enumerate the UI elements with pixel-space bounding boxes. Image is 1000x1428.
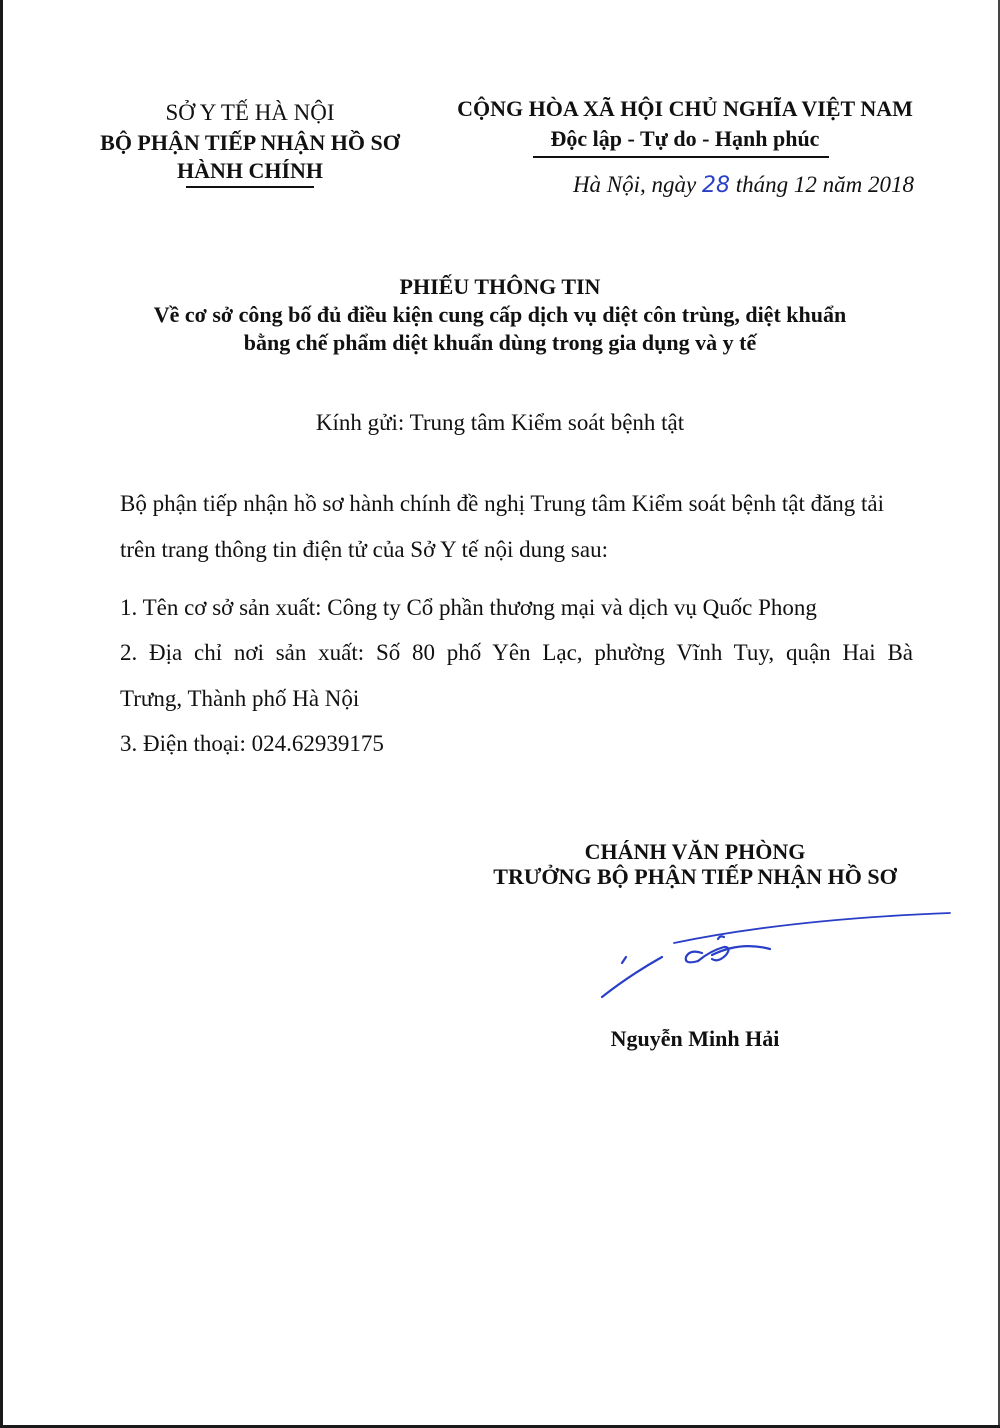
- body-paragraph-line2: trên trang thông tin điện tử của Sở Y tế nội dung sau:: [120, 537, 608, 562]
- issuer-department: SỞ Y TẾ HÀ NỘI: [165, 100, 335, 125]
- issuer-unit-continued: HÀNH CHÍNH: [176, 158, 324, 183]
- document-subject-line1: Về cơ sở công bố đủ điều kiện cung cấp dịch vụ diệt côn trùng, diệt khuẩn: [153, 302, 847, 327]
- handwritten-signature: [590, 905, 960, 1005]
- signer-role: TRƯỞNG BỘ PHẬN TIẾP NHẬN HỒ SƠ: [493, 864, 897, 889]
- date-day-handwritten: 28: [702, 173, 730, 198]
- item-address-line1: 2. Địa chỉ nơi sản xuất: Số 80 phố Yên Lạc, phường Vĩnh Tuy, quận Hai Bà: [120, 640, 913, 665]
- national-motto: Độc lập - Tự do - Hạnh phúc: [550, 126, 820, 151]
- scan-edge-left: [0, 0, 3, 1428]
- national-title: CỘNG HÒA XÃ HỘI CHỦ NGHĨA VIỆT NAM: [457, 96, 913, 121]
- item-facility-name: 1. Tên cơ sở sản xuất: Công ty Cổ phần thương mại và dịch vụ Quốc Phong: [120, 595, 817, 620]
- body-paragraph-line1: Bộ phận tiếp nhận hồ sơ hành chính đề nghị Trung tâm Kiểm soát bệnh tật đăng tải: [120, 491, 885, 516]
- item-phone: 3. Điện thoại: 024.62939175: [120, 731, 384, 756]
- document-title: PHIẾU THÔNG TIN: [399, 274, 601, 299]
- item-address-line2: Trưng, Thành phố Hà Nội: [120, 686, 360, 711]
- issuer-unit: BỘ PHẬN TIẾP NHẬN HỒ SƠ: [100, 130, 400, 155]
- document-subject-line2: bằng chế phẩm diệt khuẩn dùng trong gia dụng và y tế: [243, 330, 757, 355]
- document-date: [573, 172, 914, 198]
- motto-underline: [533, 156, 829, 158]
- date-prefix: Hà Nội, ngày: [572, 172, 702, 197]
- date-suffix: tháng 12 năm 2018: [730, 172, 914, 197]
- signer-name: Nguyễn Minh Hải: [610, 1026, 780, 1051]
- issuer-underline: [186, 186, 314, 188]
- salutation: Kính gửi: Trung tâm Kiểm soát bệnh tật: [315, 410, 685, 435]
- signer-position: CHÁNH VĂN PHÒNG: [584, 839, 806, 864]
